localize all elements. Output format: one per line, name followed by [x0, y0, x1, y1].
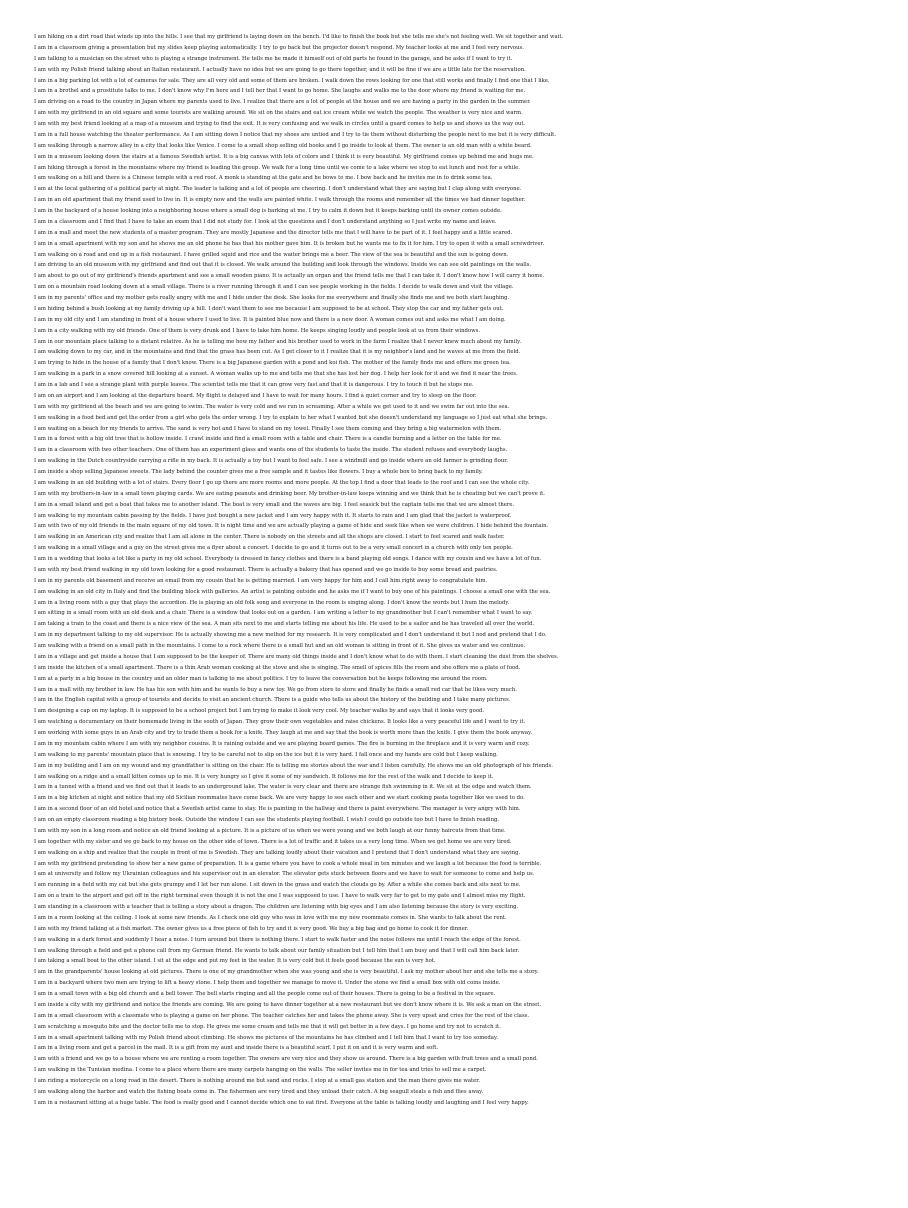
document-paragraph: I am with my girlfriend at the beach and we are going to swim. The water is very cold and we run in screaming. After a while we get used to it and we swim far out into the sea.: [34, 403, 510, 410]
document-paragraph: I am with my Polish friend talking about an Italian restaurant. I actually have no idea but we are going to go there together, and it will be fine if we are a little late for the reservation.: [34, 66, 526, 73]
document-paragraph: I am walking on a hill and there is a Chinese temple with a red roof. A monk is standing at the gate and he bows to me. I bow back and he invites me in to drink some tea.: [34, 175, 493, 182]
document-paragraph: I am in a city walking with my old friends. One of them is very drunk and I have to take him home. He keeps singing loudly and people look at us from their windows.: [34, 327, 481, 334]
document-paragraph: I am on a mountain road looking down at a small village. There is a river running through it and I can see people working in the fields. I decide to walk down and visit the village.: [34, 284, 514, 291]
document-paragraph: I am walking in a small village and a guy on the street gives me a flyer about a concert. I decide to go and it turns out to be a very small concert in a church with only ten people.: [34, 545, 513, 552]
document-paragraph: I am in a museum looking down the stairs at a famous Swedish artist. It is a big canvas with lots of colors and I think it is very beautiful. My girlfriend comes up behind me and hugs me.: [34, 153, 534, 160]
document-paragraph: I am walking in an old building with a lot of stairs. Every floor I go up there are more rooms and more people. At the top I find a door that leads to the roof and I can see the whole city.: [34, 479, 530, 486]
document-paragraph: I am trying to hide in the house of a family that I don't know. There is a big Japanese garden with a pond and koi fish. The mother of the family finds me and offers me green tea.: [34, 360, 511, 367]
document-paragraph: I am with my friend talking at a fish market. The owner gives us a free piece of fish to try and it is very good. We buy a big bag and go home to cook it for dinner.: [34, 925, 469, 932]
document-paragraph: I am at a party in a big house in the country and an older man is talking to me about politics. I try to leave the conversation but he keeps following me around the room.: [34, 675, 488, 682]
document-paragraph: I am about to go out of my girlfriend's friends apartment and see a small wooden piano. It is actually an organ and the friend tells me that I can take it. I don't know how I will carry it home.: [34, 273, 545, 280]
document-paragraph: I am in a small town with a big old church and a bell tower. The bell starts ringing and all the people come out of their houses. There is going to be a festival in the square.: [34, 991, 496, 997]
document-paragraph: I am walking down to my car, and in the mountains and find that the grass has been cut. As I get closer to it I realize that it is my neighbor's land and he waves at me from the field.: [34, 349, 521, 356]
document-paragraph: I am in my old city and I am standing in front of a house where I used to live. It is painted blue now and there is a new door. A woman comes out and asks me what I am doing.: [34, 316, 506, 323]
document-paragraph: I am hiking on a dirt road that winds up into the hills. I see that my girlfriend is laying down on the bench. I'd like to finish the book but she tells me she's not feeling well. We sit together and wait.: [34, 34, 564, 40]
document-paragraph: I am on an empty classroom reading a big history book. Outside the window I can see the students playing football. I wish I could go outside too but I have to finish reading.: [34, 817, 500, 823]
document-paragraph: I am with a friend and we go to a house where we are renting a room together. The owners are very nice and they show us around. There is a big garden with fruit trees and a small pond.: [34, 1056, 538, 1063]
document-paragraph: I am designing a cap on my laptop. It is supposed to be a school project but I am trying to make it look very cool. My teacher walks by and says that it looks very good.: [34, 708, 485, 715]
document-paragraph: I am walking in the Tunisian medina. I come to a place where there are many carpets hanging on the walls. The seller invites me in for tea and tries to sell me a carpet.: [34, 1067, 487, 1074]
document-paragraph: I am walking along the harbor and watch the fishing boats come in. The fishermen are very tired and they unload their catch. A big seagull steals a fish and flies away.: [34, 1088, 484, 1095]
document-paragraph: I am in a full house watching the theater performance. As I am sitting down I notice that my shoes are untied and I try to tie them without disturbing the people next to me but it is very difficult.: [34, 131, 556, 138]
document-paragraph: I am in a small apartment talking with my Polish friend about climbing. He shows me pictures of the mountains he has climbed and I tell him that I want to try too someday.: [34, 1034, 498, 1041]
document-paragraph: I am in a lab and I see a strange plant with purple leaves. The scientist tells me that it can grow very fast and that it is dangerous. I try to touch it but he stops me.: [34, 382, 474, 388]
document-paragraph: I am in a backyard where two men are trying to lift a heavy stone. I help them and together we manage to move it. Under the stone we find a small box with old coins inside.: [34, 980, 501, 987]
document-paragraph: I am in a small apartment with my son and he shows me an old phone he has that his mother gave him. It is broken but he wants me to fix it for him. I try to open it with a small screwdriver.: [34, 240, 545, 247]
document-paragraph: I am walking in a food bed and get the order from a girl who gets the order wrong. I try to explain to her what I wanted but she doesn't understand my language so I just eat what she brings.: [34, 414, 548, 421]
document-paragraph: I am with my son in a long room and notice an old friend looking at a picture. It is a picture of us when we were young and we both laugh at our funny haircuts from that time.: [34, 827, 506, 834]
document-paragraph: I am hiking through a forest in the mountains where my friend is leading the group. We walk for a long time until we come to a lake where we stop to eat lunch and rest for a while.: [34, 164, 520, 171]
document-paragraph: I am running in a field with my cat but she gets grumpy and I let her run alone. I sit down in the grass and watch the clouds go by. After a while she comes back and sits next to me.: [34, 882, 521, 889]
document-paragraph: I am in an old apartment that my friend used to live in. It is empty now and the walls are painted white. I walk through the rooms and remember all the times we had dinner together.: [34, 197, 526, 204]
document-paragraph: I am scratching a mosquito bite and the doctor tells me to stop. He gives me some cream and tells me that it will get better in a few days. I go home and try not to scratch it.: [34, 1023, 501, 1030]
document-paragraph: I am driving to an old museum with my girlfriend and find out that it is closed. We walk around the building and look through the windows. Inside we can see old paintings on the walls.: [34, 262, 532, 269]
document-paragraph: I am with my girlfriend in an old square and some tourists are walking around. We sit on the stairs and eat ice cream while we watch the people. The weather is very nice and warm.: [34, 110, 523, 117]
document-paragraph: I am in a classroom and I find that I have to take an exam that I did not study for. I look at the questions and I don't understand anything so I just write my name and leave.: [34, 218, 497, 225]
document-paragraph: I am on an airport and I am looking at the departure board. My flight is delayed and I have to wait for many hours. I find a quiet corner and try to sleep on the floor.: [34, 392, 477, 399]
document-body: [34, 32, 878, 1176]
document-paragraph: I am driving on a road to the country in Japan where my parents used to live. I realize that there are a lot of people at the house and we are having a party in the garden in the summer.: [34, 99, 531, 106]
document-paragraph: I am in a classroom giving a presentation but my slides keep playing automatically. I try to go back but the projector doesn't respond. My teacher looks at me and I feel very nervous.: [34, 44, 524, 51]
document-paragraph: I am in a mall with my brother in law. He has his son with him and he wants to buy a new toy. We go from store to store and finally he finds a small red car that he likes very much.: [34, 686, 517, 693]
document-paragraph: I am walking to my mountain cabin passing by the fields. I have just bought a new jacket and I am very happy with it. It starts to rain and I am glad that the jacket is waterproof.: [34, 512, 512, 519]
document-paragraph: I am in a forest with a big old tree that is hollow inside. I crawl inside and find a small room with a table and chair. There is a candle burning and a letter on the table for me.: [34, 436, 502, 443]
document-paragraph: I am together with my sister and we go back to my house on the other side of town. There is a lot of traffic and it takes us a very long time. When we get home we are very tired.: [34, 838, 512, 845]
document-paragraph: I am sitting in a small room with an old desk and a chair. There is a window that looks out on a garden. I am writing a letter to my grandmother but I can't remember what I want to say.: [34, 610, 533, 617]
document-paragraph: I am waiting on a beach for my friends to arrive. The sand is very hot and I have to stand on my towel. Finally I see them coming and they bring a big watermelon with them.: [34, 425, 502, 432]
document-paragraph: I am inside a city with my girlfriend and notice the friends are coming. We are going to have dinner together at a new restaurant but we don't know where it is. We ask a man on the street.: [34, 1001, 542, 1008]
document-paragraph: I am walking in the Dutch countryside carrying a rifle in my back. It is actually a toy but I want to feel safe. I see a windmill and go inside where an old farmer is grinding flour.: [34, 458, 508, 465]
document-paragraph: I am walking through a narrow alley in a city that looks like Venice. I come to a small shop selling old books and I go inside to look at them. The owner is an old man with a white beard.: [34, 142, 532, 149]
document-paragraph: I am riding a motorcycle on a long road in the desert. There is nothing around me but sand and rocks. I stop at a small gas station and the man there gives me water.: [34, 1078, 480, 1084]
document-paragraph: I am with my best friend looking at a map of a museum and trying to find the exit. It is very confusing and we walk in circles until a guard comes to help us and shows us the way out.: [34, 121, 526, 127]
document-paragraph: I am in the backyard of a house looking into a neighboring house where a small dog is barking at me. I try to calm it down but it keeps barking until its owner comes outside.: [34, 208, 502, 214]
document-paragraph: I am with two of my old friends in the main square of my old town. It is night time and we are actually playing a game of hide and seek like when we were children. I hide behind the fountain.: [34, 523, 549, 530]
document-paragraph: I am in a brothel and a prostitute talks to me. I don't know why I'm here and I tell her that I want to go home. She laughs and walks me to the door where my friend is waiting for me.: [34, 88, 526, 95]
document-paragraph: I am walking in an American city and realize that I am all alone in the center. There is nobody on the streets and all the shops are closed. I start to feel scared and walk faster.: [34, 534, 505, 541]
document-paragraph: I am in a wedding that looks a lot like a party in my old school. Everybody is dressed in fancy clothes and there is a band playing old songs. I dance with my cousin and we have a lot of fun.: [34, 556, 542, 562]
document-paragraph: I am in our mountain place talking to a distant relative. As he is telling me how my father and his brother used to work in the farm I realize that I never knew much about my family.: [34, 338, 522, 345]
document-paragraph: I am in a living room and get a parcel in the mail. It is a gift from my aunt and inside there is a beautiful scarf. I put it on and it is very warm and soft.: [34, 1045, 439, 1052]
document-paragraph: I am walking on a ridge and a small kitten comes up to me. It is very hungry so I give it some of my sandwich. It follows me for the rest of the walk and I decide to keep it.: [34, 773, 494, 780]
document-paragraph: I am in a big parking lot with a lot of cameras for sale. They are all very old and some of them are broken. I walk down the rows looking for one that still works and finally I find one that I like.: [34, 77, 550, 84]
document-paragraph: I am in a tunnel with a friend and we find out that it leads to an underground lake. The water is very clear and there are strange fish swimming in it. We sit at the edge and watch them.: [34, 784, 532, 791]
document-paragraph: I am with my brothers-in-law in a small town playing cards. We are eating peanuts and drinking beer. My brother-in-law keeps winning and we think that he is cheating but we can't prove it.: [34, 490, 545, 497]
document-paragraph: I am in a village and get inside a house that I am supposed to be the keeper of. There are many old things inside and I don't know what to do with them. I start cleaning the dust from the shelves.: [34, 653, 559, 660]
document-paragraph: I am at the local gathering of a political party at night. The leader is talking and a lot of people are cheering. I don't understand what they are saying but I clap along with everyone.: [34, 186, 522, 193]
document-paragraph: I am in a small island and get a boat that takes me to another island. The boat is very small and the waves are big. I feel seasick but the captain tells me that we are almost there.: [34, 501, 515, 508]
document-paragraph: I am inside a shop selling Japanese sweets. The lady behind the counter gives me a free sample and it tastes like flowers. I buy a whole box to bring back to my family.: [34, 469, 483, 475]
document-paragraph: I am in the grandparents' house looking at old pictures. There is one of my grandmother when she was young and she is very beautiful. I ask my mother about her and she tells me a story.: [34, 969, 539, 976]
document-paragraph: I am in the English capital with a group of tourists and decide to visit an ancient church. There is a guide who tells us about the history of the building and I take many pictures.: [34, 697, 511, 704]
document-paragraph: I am working with some guys in an Arab city and try to trade them a book for a knife. They laugh at me and say that the book is worth more than the knife. I give them the book anyway.: [34, 730, 533, 736]
document-paragraph: I am talking to a musician on the street who is playing a strange instrument. He tells me he made it himself out of old parts he found in the garage, and he asks if I want to try it.: [34, 55, 513, 62]
document-paragraph: I am walking on a ship and realize that the couple in front of me is Swedish. They are talking loudly about their vacation and I pretend that I don't understand what they are saying.: [34, 849, 521, 856]
document-paragraph: I am on a train to the airport and get off in the right terminal even though it is not the one I was supposed to use. I have to walk very far to get to my gate and I almost miss my flight.: [34, 893, 526, 900]
document-paragraph: I am hiding behind a bush looking at my family driving up a hill. I don't want them to see me because I am supposed to be at school. They stop the car and my father gets out.: [34, 305, 504, 312]
document-paragraph: I am walking in a dark forest and suddenly I hear a noise. I turn around but there is nothing there. I start to walk faster and the noise follows me until I reach the edge of the forest.: [34, 936, 521, 943]
document-paragraph: I am at university and follow my Ukrainian colleagues and his supervisor out in an elevator. The elevator gets stuck between floors and we have to wait for someone to come and help us.: [34, 871, 535, 878]
document-paragraph: I am in a small classroom with a classmate who is playing a game on her phone. The teacher catches her and takes the phone away. She is very upset and cries for the rest of the class.: [34, 1012, 530, 1019]
document-paragraph: I am walking in a park in a snow covered hill looking at a sunset. A woman walks up to me and tells me that she has lost her dog. I help her look for it and we find it near the trees.: [34, 371, 518, 378]
document-paragraph: I am in a second floor of an old hotel and notice that a Swedish artist came to stay. He is painting in the hallway and there is paint everywhere. The manager is very angry with him.: [34, 806, 521, 813]
document-paragraph: I am in a classroom with two other teachers. One of them has an experiment glass and wants one of the students to taste the inside. The student refuses and everybody laughs.: [34, 447, 508, 454]
document-paragraph: I am in a living room with a guy that plays the accordion. He is playing an old folk song and everyone in the room is singing along. I don't know the words but I hum the melody.: [34, 599, 510, 606]
document-paragraph: I am in my parents old basement and receive an email from my cousin that he is getting married. I am very happy for him and I call him right away to congratulate him.: [34, 577, 488, 584]
document-paragraph: I am in a big kitchen at night and notice that my old Sicilian roommates have come back. We are very happy to see each other and we start cooking pasta together like we used to do.: [34, 795, 525, 802]
document-paragraph: I am taking a train to the coast and there is a nice view of the sea. A man sits next to me and starts telling me about his life. He used to be a sailor and he has traveled all over the world.: [34, 621, 535, 628]
document-paragraph: I am in my building and I am on my wound and my grandfather is sitting on the chair. He is telling me stories about the war and I listen carefully. He shows me an old photograph of his friends.: [34, 762, 553, 769]
document-paragraph: I am taking a small boat to the other island. I sit at the edge and put my feet in the water. It is very cold but it feels good because the sun is very hot.: [34, 958, 436, 965]
document-paragraph: I am walking on a road and end up in a fish restaurant. I have grilled squid and rice and the waiter brings me a beer. The view of the sea is beautiful and the sun is going down.: [34, 251, 509, 258]
document-paragraph: I am inside the kitchen of a small apartment. There is a thin Arab woman cooking at the stove and she is singing. The smell of spices fills the room and she offers me a plate of food.: [34, 664, 521, 671]
document-paragraph: I am walking with a friend on a small path in the mountains. I come to a rock where there is a small hut and an old woman is sitting in front of it. She gives us water and we continue.: [34, 643, 526, 649]
document-paragraph: I am in my department talking to my old supervisor. He is actually showing me a new method for my research. It is very complicated and I don't understand it but I nod and pretend that I do.: [34, 632, 547, 639]
document-paragraph: I am walking in an old city in Italy and find the building block with galleries. An artist is painting outside and he asks me if I want to buy one of his paintings. I choose a small one with the sea.: [34, 588, 551, 595]
document-paragraph: I am in a mall and meet the new students of a master program. They are mostly Japanese and the director tells me that I will have to be part of it. I feel happy and a little scared.: [34, 229, 513, 236]
document-paragraph: I am with my best friend walking in my old town looking for a good restaurant. There is actually a bakery that has opened and we go inside to buy some bread and pastries.: [34, 566, 498, 573]
document-paragraph: I am walking through a field and get a phone call from my German friend. He wants to talk about our family situation but I tell him that I am busy and that I will call him back later.: [34, 947, 520, 954]
document-paragraph: I am in a room looking at the ceiling. I look at some new friends. As I check one old guy who was in love with me my new roommate comes in. She wants to talk about the rent.: [34, 914, 507, 921]
document-paragraph: I am in a restaurant sitting at a huge table. The food is really good and I cannot decide which one to eat first. Everyone at the table is talking loudly and laughing and I feel very happy.: [34, 1099, 529, 1106]
document-paragraph: I am walking to my parents' mountain place that is snowing. I try to be careful not to slip on the ice but it is very hard. I fall once and my hands are cold but I keep walking.: [34, 751, 498, 758]
document-paragraph: I am in my parents' office and my mother gets really angry with me and I hide under the desk. She looks for me everywhere and finally she finds me and we both start laughing.: [34, 295, 510, 301]
document-paragraph: I am standing in a classroom with a teacher that is telling a story about a dragon. The children are listening with big eyes and I am also listening because the story is very exciting.: [34, 904, 519, 910]
document-paragraph: I am in my mountain cabin where I am with my neighbor cousins. It is raining outside and we are playing board games. The fire is burning in the fireplace and it is very warm and cozy.: [34, 740, 530, 747]
document-paragraph: I am with my girlfriend pretending to show her a new game of preparation. It is a game where you have to cook a whole meal in ten minutes and we laugh a lot because the food is terrible.: [34, 860, 542, 867]
document-paragraph: I am watching a documentary on their homemade living in the south of Japan. They grow their own vegetables and raise chickens. It looks like a very peaceful life and I want to try it.: [34, 719, 526, 726]
